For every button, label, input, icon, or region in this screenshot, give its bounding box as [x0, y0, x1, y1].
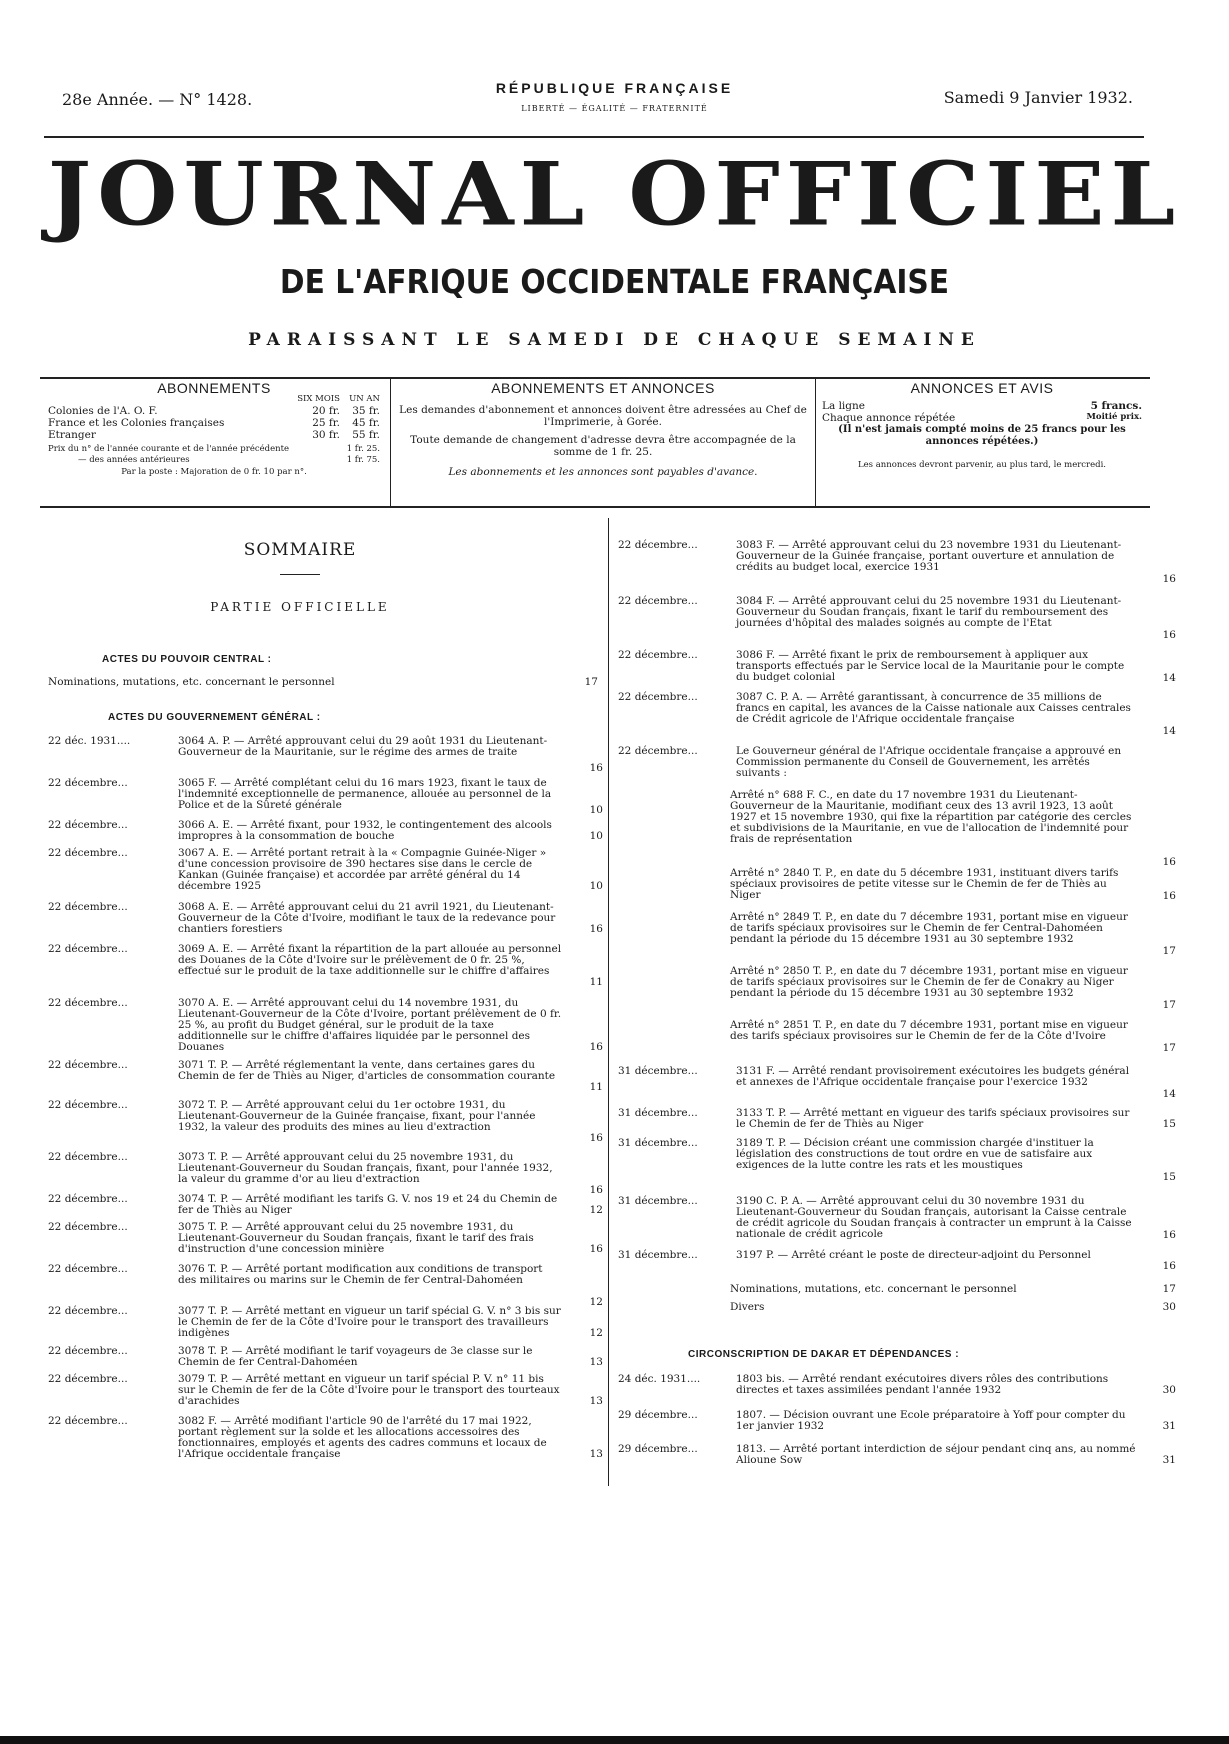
- entry-date: 22 décembre...: [48, 777, 128, 789]
- changement-text: Toute demande de changement d'adresse devra être accompagnée de la somme de 1 fr. 25.: [410, 434, 796, 458]
- entry-text: 3197 P. — Arrêté créant le poste de directeur-adjoint du Personnel: [736, 1249, 1091, 1261]
- entry-page: 17: [1162, 1283, 1176, 1295]
- motto: LIBERTÉ — ÉGALITÉ — FRATERNITÉ: [521, 104, 708, 113]
- entry-text: Arrêté n° 688 F. C., en date du 17 novembre 1931 du Lieutenant-Gouverneur de la Mauritanie, modifiant ceux des 13 avril 1923, 13 août 1927 et 15 novembre 1930, qui fixe la répartition par catégorie des cercles et subdivisions de la Mauritanie, en vue de l'allocation de l'indemnité pour frais de représentation: [730, 789, 1132, 845]
- entry-page: 14: [1162, 725, 1176, 737]
- abonnements-annonces-box: [398, 380, 808, 502]
- entry-date: 24 déc. 1931....: [618, 1373, 701, 1385]
- entry-text: 3066 A. E. — Arrêté fixant, pour 1932, le contingentement des alcools impropres à la consommation de bouche: [178, 819, 552, 842]
- partie-officielle: PARTIE OFFICIELLE: [210, 600, 390, 614]
- ligne-label: La ligne: [822, 400, 865, 412]
- entry-page: 11: [589, 976, 603, 988]
- entry-page: 13: [589, 1448, 603, 1460]
- entry-text: 3079 T. P. — Arrêté mettant en vigueur un tarif spécial P. V. n° 11 bis sur le Chemin de fer de la Côte d'Ivoire pour le transport des tourteaux d'arachides: [178, 1373, 560, 1407]
- entry-page: 15: [1162, 1118, 1176, 1130]
- entry-text: Nominations, mutations, etc. concernant le personnel: [730, 1283, 1017, 1295]
- entry-page: 16: [1162, 629, 1176, 641]
- entry-page: 10: [589, 804, 603, 816]
- entry-text: 3072 T. P. — Arrêté approuvant celui du 1er octobre 1931, du Lieutenant-Gouverneur de la Guinée française, fixant, pour l'année 1932, la valeur des produits des mines au lieu d'extraction: [178, 1099, 536, 1133]
- tarif-label: Colonies de l'A. O. F.: [48, 405, 158, 417]
- entry-date: 29 décembre...: [618, 1443, 698, 1455]
- entry-text: Arrêté n° 2851 T. P., en date du 7 décembre 1931, portant mise en vigueur des tarifs spéciaux provisoires sur le Chemin de fer de la Côte d'Ivoire: [730, 1019, 1128, 1042]
- entry-text: 3074 T. P. — Arrêté modifiant les tarifs G. V. nos 19 et 24 du Chemin de fer de Thiès au Niger: [178, 1193, 558, 1216]
- entry-text: 3133 T. P. — Arrêté mettant en vigueur des tarifs spéciaux provisoires sur le Chemin de fer de Thiès au Niger: [736, 1107, 1130, 1130]
- entry-page: 17: [1162, 945, 1176, 957]
- abonnements-annonces-title: ABONNEMENTS ET ANNONCES: [491, 380, 715, 396]
- entry-page: 13: [589, 1356, 603, 1368]
- entry-text: 3131 F. — Arrêté rendant provisoirement exécutoires les budgets général et annexes de l'Afrique occidentale française pour l'exercice 1932: [736, 1065, 1130, 1088]
- entry-date: 31 décembre...: [618, 1065, 698, 1077]
- abonnements-title: ABONNEMENTS: [157, 380, 271, 396]
- entry-text: 3073 T. P. — Arrêté approuvant celui du 25 novembre 1931, du Lieutenant-Gouverneur du Soudan français, fixant, pour l'année 1932, la valeur du gramme d'or au lieu d'extraction: [178, 1151, 553, 1185]
- entry-page: 12: [589, 1204, 603, 1216]
- entry-text: 3077 T. P. — Arrêté mettant en vigueur un tarif spécial G. V. n° 3 bis sur le Chemin de fer de la Côte d'Ivoire pour le transport des travailleurs indigènes: [178, 1305, 561, 1339]
- entry-page: 15: [1162, 1171, 1176, 1183]
- journal-tagline: PARAISSANT LE SAMEDI DE CHAQUE SEMAINE: [248, 330, 981, 350]
- entry-date: 22 décembre...: [618, 539, 698, 551]
- entry-text: Arrêté n° 2850 T. P., en date du 7 décembre 1931, portant mise en vigueur de tarifs spéciaux provisoires sur le Chemin de fer de Conakry au Niger pendant la période du 15 décembre 1931 au 30 septembre 1932: [730, 965, 1128, 999]
- entry-date: 31 décembre...: [618, 1249, 698, 1261]
- entry-date: 22 décembre...: [618, 691, 698, 703]
- entry-page: 13: [589, 1395, 603, 1407]
- entry-date: 22 décembre...: [48, 1099, 128, 1111]
- entry-date: 22 décembre...: [48, 1263, 128, 1275]
- entry-text: 3076 T. P. — Arrêté portant modification aux conditions de transport des militaires ou marins sur le Chemin de fer Central-Dahoméen: [178, 1263, 543, 1286]
- entry-date: 22 décembre...: [48, 997, 128, 1009]
- boxes-bottom-rule: [40, 506, 1150, 508]
- boxes-divider-1: [390, 379, 391, 506]
- entry-date: 22 déc. 1931....: [48, 735, 131, 747]
- entry-date: 22 décembre...: [48, 1345, 128, 1357]
- tarif-un-an: 35 fr.: [352, 405, 380, 417]
- entry-page: 16: [589, 1041, 603, 1053]
- nominations-central-page: 17: [584, 676, 598, 688]
- entry-date: 22 décembre...: [48, 1059, 128, 1071]
- minimum-note: (Il n'est jamais compté moins de 25 francs pour les annonces répétées.): [838, 424, 1126, 447]
- entry-page: 16: [1162, 890, 1176, 902]
- entry-page: 31: [1162, 1420, 1176, 1432]
- actes-central-heading: ACTES DU POUVOIR CENTRAL :: [102, 654, 272, 665]
- entry-date: 22 décembre...: [48, 1221, 128, 1233]
- entry-page: 16: [589, 1243, 603, 1255]
- tarif-un-an: 55 fr.: [352, 429, 380, 441]
- entry-text: Le Gouverneur général de l'Afrique occidentale française a approuvé en Commission permanente du Conseil de Gouvernement, les arrêtés suivants :: [736, 745, 1122, 779]
- entry-page: 10: [589, 880, 603, 892]
- entry-date: 22 décembre...: [48, 1373, 128, 1385]
- entry-text: 3084 F. — Arrêté approuvant celui du 25 novembre 1931 du Lieutenant-Gouverneur du Soudan français, fixant le tarif du remboursement des journées d'hôpital des malades soignés au compte de l'Etat: [736, 595, 1122, 629]
- prix-current-value: 1 fr. 25.: [346, 444, 380, 454]
- entry-date: 29 décembre...: [618, 1409, 698, 1421]
- entry-date: 22 décembre...: [618, 649, 698, 661]
- entry-date: 31 décembre...: [618, 1107, 698, 1119]
- entry-page: 16: [1162, 1229, 1176, 1241]
- prix-old-value: 1 fr. 75.: [346, 455, 380, 465]
- entry-page: 30: [1162, 1384, 1176, 1396]
- entry-page: 16: [589, 1184, 603, 1196]
- entry-date: 22 décembre...: [48, 901, 128, 913]
- entry-date: 22 décembre...: [48, 819, 128, 831]
- entry-page: 31: [1162, 1454, 1176, 1466]
- entry-text: 3078 T. P. — Arrêté modifiant le tarif voyageurs de 3e classe sur le Chemin de fer Central-Dahoméen: [178, 1345, 533, 1368]
- boxes-top-rule: [40, 377, 1150, 379]
- entry-page: 10: [589, 830, 603, 842]
- tarif-six-mois: 25 fr.: [312, 417, 340, 429]
- header-rule: [44, 136, 1144, 138]
- entry-page: 12: [589, 1327, 603, 1339]
- nominations-central-text: Nominations, mutations, etc. concernant le personnel: [48, 676, 335, 688]
- poste-note: Par la poste : Majoration de 0 fr. 10 par n°.: [121, 467, 307, 477]
- entry-page: 17: [1162, 1042, 1176, 1054]
- entry-page: 17: [1162, 999, 1176, 1011]
- tarif-label: France et les Colonies françaises: [48, 417, 225, 429]
- tarif-row: [48, 405, 380, 417]
- entry-date: 22 décembre...: [48, 847, 128, 859]
- entry-text: 1807. — Décision ouvrant une Ecole préparatoire à Yoff pour compter du 1er janvier 1932: [736, 1409, 1126, 1432]
- sommaire-title: SOMMAIRE: [243, 540, 357, 560]
- issue-date: Samedi 9 Janvier 1932.: [943, 88, 1133, 107]
- republic-label: RÉPUBLIQUE FRANÇAISE: [495, 80, 734, 96]
- dakar-heading: CIRCONSCRIPTION DE DAKAR ET DÉPENDANCES :: [688, 1349, 960, 1360]
- prix-current-label: Prix du n° de l'année courante et de l'année précédente: [48, 444, 290, 454]
- entry-date: 31 décembre...: [618, 1137, 698, 1149]
- entry-text: 3065 F. — Arrêté complétant celui du 16 mars 1923, fixant le taux de l'indemnité exceptionnelle de permanence, allouée au personnel de la Police et de la Sûreté générale: [178, 777, 552, 811]
- entry-page: 12: [589, 1296, 603, 1308]
- entry-page: 16: [589, 923, 603, 935]
- entry-text: 3071 T. P. — Arrêté réglementant la vente, dans certaines gares du Chemin de fer de Thiès au Niger, d'articles de consommation courante: [178, 1059, 556, 1082]
- actes-general-heading: ACTES DU GOUVERNEMENT GÉNÉRAL :: [108, 712, 321, 723]
- entry-text: 3070 A. E. — Arrêté approuvant celui du 14 novembre 1931, du Lieutenant-Gouverneur de la Côte d'Ivoire, portant prélèvement de 0 fr. 25 %, au profit du Budget général, sur le produit de la taxe additionnelle sur le chiffre d'affaires liquidée par le personnel des Douanes: [178, 997, 562, 1053]
- entry-text: 3068 A. E. — Arrêté approuvant celui du 21 avril 1921, du Lieutenant-Gouverneur de la Côte d'Ivoire, modifiant le taux de la redevance pour chantiers forestiers: [178, 901, 556, 935]
- entry-page: 16: [1162, 573, 1176, 585]
- entry-page: 16: [589, 1132, 603, 1144]
- entry-text: 3082 F. — Arrêté modifiant l'article 90 de l'arrêté du 17 mai 1922, portant règlement sur la solde et les allocations accessoires des fonctionnaires, employés et agents des cadres communs et locaux de l'Afrique occidentale française: [178, 1415, 547, 1460]
- entry-text: 3064 A. P. — Arrêté approuvant celui du 29 août 1931 du Lieutenant-Gouverneur de la Mauritanie, sur le régime des armes de traite: [178, 735, 548, 758]
- entry-text: 1803 bis. — Arrêté rendant exécutoires divers rôles des contributions directes et taxes assimilées pendant l'année 1932: [736, 1373, 1109, 1396]
- entry-text: 3083 F. — Arrêté approuvant celui du 23 novembre 1931 du Lieutenant-Gouverneur de la Guinée française, portant ouverture et annulation de crédits au budget local, exercice 1931: [736, 539, 1122, 573]
- entry-page: 14: [1162, 1088, 1176, 1100]
- entry-text: Arrêté n° 2840 T. P., en date du 5 décembre 1931, instituant divers tarifs spéciaux provisoires de petite vitesse sur le Chemin de fer de Thiès au Niger: [730, 867, 1119, 901]
- prix-old-label: — des années antérieures: [78, 455, 190, 465]
- tarif-un-an: 45 fr.: [352, 417, 380, 429]
- annonces-avis-box: [822, 380, 1142, 502]
- tarif-row: [48, 429, 380, 441]
- entry-page: 14: [1162, 672, 1176, 684]
- ligne-value: 5 francs.: [1090, 400, 1142, 412]
- six-mois-header: SIX MOIS: [297, 394, 340, 404]
- entry-text: 3067 A. E. — Arrêté portant retrait à la « Compagnie Guinée-Niger » d'une concession provisoire de 390 hectares sise dans le cercle de Kankan (Guinée française) et accordée par arrêté général du 14 décembre 1925: [178, 847, 547, 892]
- journal-subtitle: DE L'AFRIQUE OCCIDENTALE FRANÇAISE: [279, 262, 950, 301]
- sommaire-underline: [280, 574, 320, 575]
- entry-date: 22 décembre...: [618, 595, 698, 607]
- tarif-row: [48, 417, 380, 429]
- un-an-header: UN AN: [349, 394, 380, 404]
- entry-page: 30: [1162, 1301, 1176, 1313]
- entry-page: 11: [589, 1081, 603, 1093]
- entry-text: 1813. — Arrêté portant interdiction de séjour pendant cinq ans, au nommé Alioune Sow: [736, 1443, 1136, 1466]
- entry-date: 22 décembre...: [48, 1193, 128, 1205]
- demandes-text: Les demandes d'abonnement et annonces doivent être adressées au Chef de l'Imprimerie, à Gorée.: [399, 404, 807, 428]
- entry-page: 16: [1162, 856, 1176, 868]
- tarif-label: Etranger: [48, 429, 96, 441]
- bottom-edge: [0, 1736, 1229, 1744]
- tarif-six-mois: 20 fr.: [312, 405, 340, 417]
- boxes-divider-2: [815, 379, 816, 506]
- entry-date: 22 décembre...: [48, 943, 128, 955]
- annonces-avis-title: ANNONCES ET AVIS: [910, 380, 1054, 396]
- repete-label: Chaque annonce répétée: [822, 412, 956, 424]
- entry-date: 22 décembre...: [48, 1305, 128, 1317]
- entry-text: 3069 A. E. — Arrêté fixant la répartition de la part allouée au personnel des Douanes de la Côte d'Ivoire sur le prélèvement de 0 fr. 25 %, effectué sur le produit de la taxe additionnelle sur le chiffre d'affaires: [178, 943, 562, 977]
- abonnements-box: [48, 380, 380, 502]
- entry-page: 16: [1162, 1260, 1176, 1272]
- journal-title: JOURNAL OFFICIEL: [47, 142, 1182, 246]
- payables-text: Les abonnements et les annonces sont payables d'avance.: [448, 466, 758, 478]
- issue-number: 28e Année. — N° 1428.: [62, 90, 253, 109]
- tarif-six-mois: 30 fr.: [312, 429, 340, 441]
- entry-text: Divers: [730, 1301, 765, 1313]
- column-divider: [608, 518, 609, 1486]
- entry-date: 22 décembre...: [48, 1415, 128, 1427]
- entry-text: 3075 T. P. — Arrêté approuvant celui du 25 novembre 1931, du Lieutenant-Gouverneur du Soudan français, fixant le tarif des frais d'instruction d'une concession minière: [178, 1221, 534, 1255]
- entry-page: 16: [589, 762, 603, 774]
- entry-text: 3190 C. P. A. — Arrêté approuvant celui du 30 novembre 1931 du Lieutenant-Gouverneur du Soudan français, autorisant la Caisse centrale de crédit agricole du Soudan français à contracter un emprunt à la Caisse nationale de crédit agricole: [736, 1195, 1132, 1240]
- entry-date: 22 décembre...: [48, 1151, 128, 1163]
- entry-text: Arrêté n° 2849 T. P., en date du 7 décembre 1931, portant mise en vigueur de tarifs spéciaux provisoires sur le Chemin de fer Central-Dahoméen pendant la période du 15 décembre 1931 au 30 septembre 1932: [730, 911, 1128, 945]
- entry-text: 3086 F. — Arrêté fixant le prix de remboursement à appliquer aux transports effectués par le Service local de la Mauritanie pour le compte du budget colonial: [736, 649, 1125, 683]
- entry-text: 3087 C. P. A. — Arrêté garantissant, à concurrence de 35 millions de francs en capital, les avances de la Caisse nationale aux Caisses centrales de Crédit agricole de l'Afrique occidentale française: [736, 691, 1131, 725]
- entry-date: 22 décembre...: [618, 745, 698, 757]
- nominations-central: [48, 676, 598, 688]
- mercredi-note: Les annonces devront parvenir, au plus tard, le mercredi.: [857, 460, 1107, 470]
- repete-value: Moitié prix.: [1086, 412, 1142, 422]
- entry-date: 31 décembre...: [618, 1195, 698, 1207]
- entry-text: 3189 T. P. — Décision créant une commission chargée d'instituer la législation des constructions de tout ordre en vue de satisfaire aux exigences de la lutte contre les rats et les moustiques: [736, 1137, 1094, 1171]
